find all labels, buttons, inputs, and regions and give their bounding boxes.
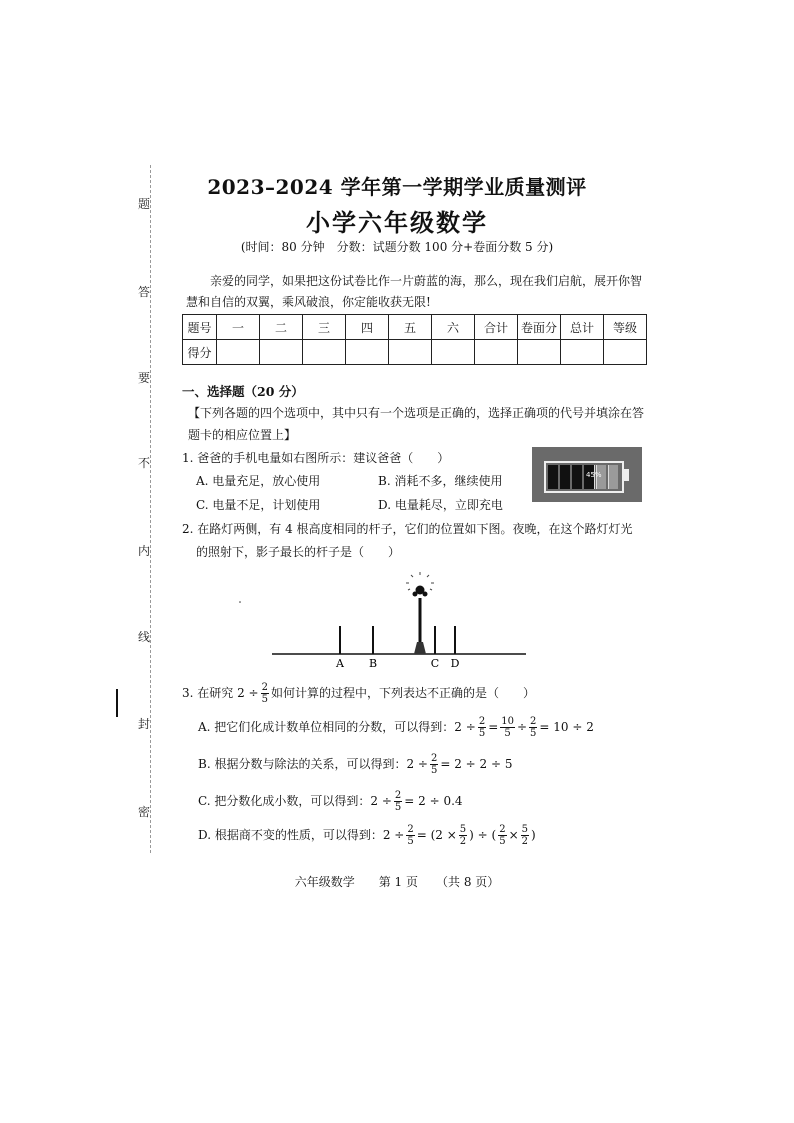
score-cell[interactable] bbox=[303, 340, 346, 365]
score-header-cell: 等级 bbox=[604, 315, 647, 340]
score-cell[interactable] bbox=[561, 340, 604, 365]
dot-mark bbox=[239, 601, 241, 603]
score-cell[interactable] bbox=[389, 340, 432, 365]
streetlamp-icon bbox=[406, 572, 434, 654]
score-cell[interactable] bbox=[604, 340, 647, 365]
q1-option-a[interactable]: A. 电量充足，放心使用 bbox=[196, 474, 321, 488]
q3-option-a[interactable]: A. 把它们化成计数单位相同的分数，可以得到：2 ÷ $\frac{2}{5}$ = $\frac{10}{5}$ ÷ $\frac{2}{5}$ = 10 ÷ 2 bbox=[198, 716, 594, 739]
margin-char: 要 bbox=[138, 371, 151, 385]
score-cell[interactable] bbox=[217, 340, 260, 365]
score-header-cell: 五 bbox=[389, 315, 432, 340]
q3-option-d[interactable]: D. 根据商不变的性质，可以得到：2 ÷ $\frac{2}{5}$ = (2 × $\frac{5}{2}$ ) ÷ ( $\frac{2}{5}$ × $\frac{5}{2}$ ) bbox=[198, 824, 536, 847]
battery-cap bbox=[623, 469, 629, 481]
margin-char: 内 bbox=[138, 544, 151, 558]
score-header-cell: 一 bbox=[217, 315, 260, 340]
battery-percent: 45% bbox=[586, 471, 602, 479]
binding-line bbox=[150, 165, 151, 853]
margin-char: 密 bbox=[138, 805, 151, 819]
q3-stem-fraction: $\frac{2}{5}$ bbox=[261, 682, 268, 705]
section-instruction: 【下列各题的四个选项中，其中只有一个选项是正确的，选择正确项的代号并填涂在答题卡的相应位置上】 bbox=[188, 406, 645, 442]
score-header-cell: 六 bbox=[432, 315, 475, 340]
exam-subject: 小学六年级数学 bbox=[306, 208, 488, 237]
score-table-score-row bbox=[183, 340, 647, 365]
intro-text: 亲爱的同学，如果把这份试卷比作一片蔚蓝的海，那么，现在我们启航，展开你智慧和自信的双翼，乘风破浪，你定能收获无限! bbox=[186, 274, 643, 309]
score-header-cell: 二 bbox=[260, 315, 303, 340]
battery-cell bbox=[548, 465, 558, 489]
q1-option-b[interactable]: B. 消耗不多，继续使用 bbox=[378, 474, 503, 488]
score-row-label: 得分 bbox=[183, 340, 217, 365]
page-footer: 六年级数学 第 1 页 （共 8 页） bbox=[294, 875, 500, 889]
score-header-cell: 总计 bbox=[561, 315, 604, 340]
score-cell[interactable] bbox=[475, 340, 518, 365]
pole-label-a: A bbox=[336, 657, 344, 670]
margin-char: 封 bbox=[138, 717, 151, 731]
score-header-cell: 合计 bbox=[475, 315, 518, 340]
q3-option-b[interactable]: B. 根据分数与除法的关系，可以得到：2 ÷ $\frac{2}{5}$ = 2 ÷ 2 ÷ 5 bbox=[198, 753, 513, 776]
battery-body bbox=[544, 461, 624, 493]
q3-stem-pre: 3. 在研究 2 ÷ bbox=[182, 686, 259, 700]
score-cell[interactable] bbox=[260, 340, 303, 365]
pole-label-b: B bbox=[368, 657, 378, 670]
pole-label-c: C bbox=[430, 657, 440, 670]
battery-cell bbox=[560, 465, 570, 489]
battery-cell-empty bbox=[608, 465, 618, 489]
q3-option-c[interactable]: C. 把分数化成小数，可以得到：2 ÷ $\frac{2}{5}$ = 2 ÷ 0.4 bbox=[198, 790, 463, 813]
margin-char: 线 bbox=[138, 630, 151, 644]
margin-char: 题 bbox=[138, 197, 151, 211]
question-1-stem: 1. 爸爸的手机电量如右图所示：建议爸爸（ ） bbox=[182, 451, 450, 465]
q3-stem-post: 如何计算的过程中，下列表达不正确的是（ ） bbox=[270, 686, 535, 700]
exam-info: (时间：80 分钟 分数：试题分数 100 分+卷面分数 5 分) bbox=[240, 240, 554, 254]
pole-label-d: D bbox=[450, 657, 460, 670]
score-table bbox=[182, 314, 647, 365]
margin-char: 答 bbox=[138, 285, 151, 299]
battery-image bbox=[532, 447, 642, 502]
exam-title: 2023–2024 学年第一学期学业质量测评 bbox=[207, 175, 587, 199]
score-header-cell: 三 bbox=[303, 315, 346, 340]
question-3-stem bbox=[182, 682, 535, 705]
score-table-header-row bbox=[183, 315, 647, 340]
margin-char: 不 bbox=[138, 456, 151, 470]
question-2-stem-line2: 的照射下，影子最长的杆子是（ ） bbox=[196, 545, 401, 559]
score-cell[interactable] bbox=[432, 340, 475, 365]
score-header-cell: 题号 bbox=[183, 315, 217, 340]
streetlamp-diagram bbox=[230, 566, 550, 672]
section-title: 一、选择题（20 分） bbox=[182, 384, 304, 399]
battery-cell bbox=[572, 465, 582, 489]
binding-bracket bbox=[116, 689, 122, 717]
score-cell[interactable] bbox=[518, 340, 561, 365]
score-header-cell: 卷面分 bbox=[518, 315, 561, 340]
score-cell[interactable] bbox=[346, 340, 389, 365]
q1-option-c[interactable]: C. 电量不足，计划使用 bbox=[196, 498, 321, 512]
q1-option-d[interactable]: D. 电量耗尽，立即充电 bbox=[378, 498, 503, 512]
score-header-cell: 四 bbox=[346, 315, 389, 340]
question-2-stem-line1: 2. 在路灯两侧，有 4 根高度相同的杆子，它们的位置如下图。夜晚，在这个路灯灯光 bbox=[182, 522, 633, 536]
